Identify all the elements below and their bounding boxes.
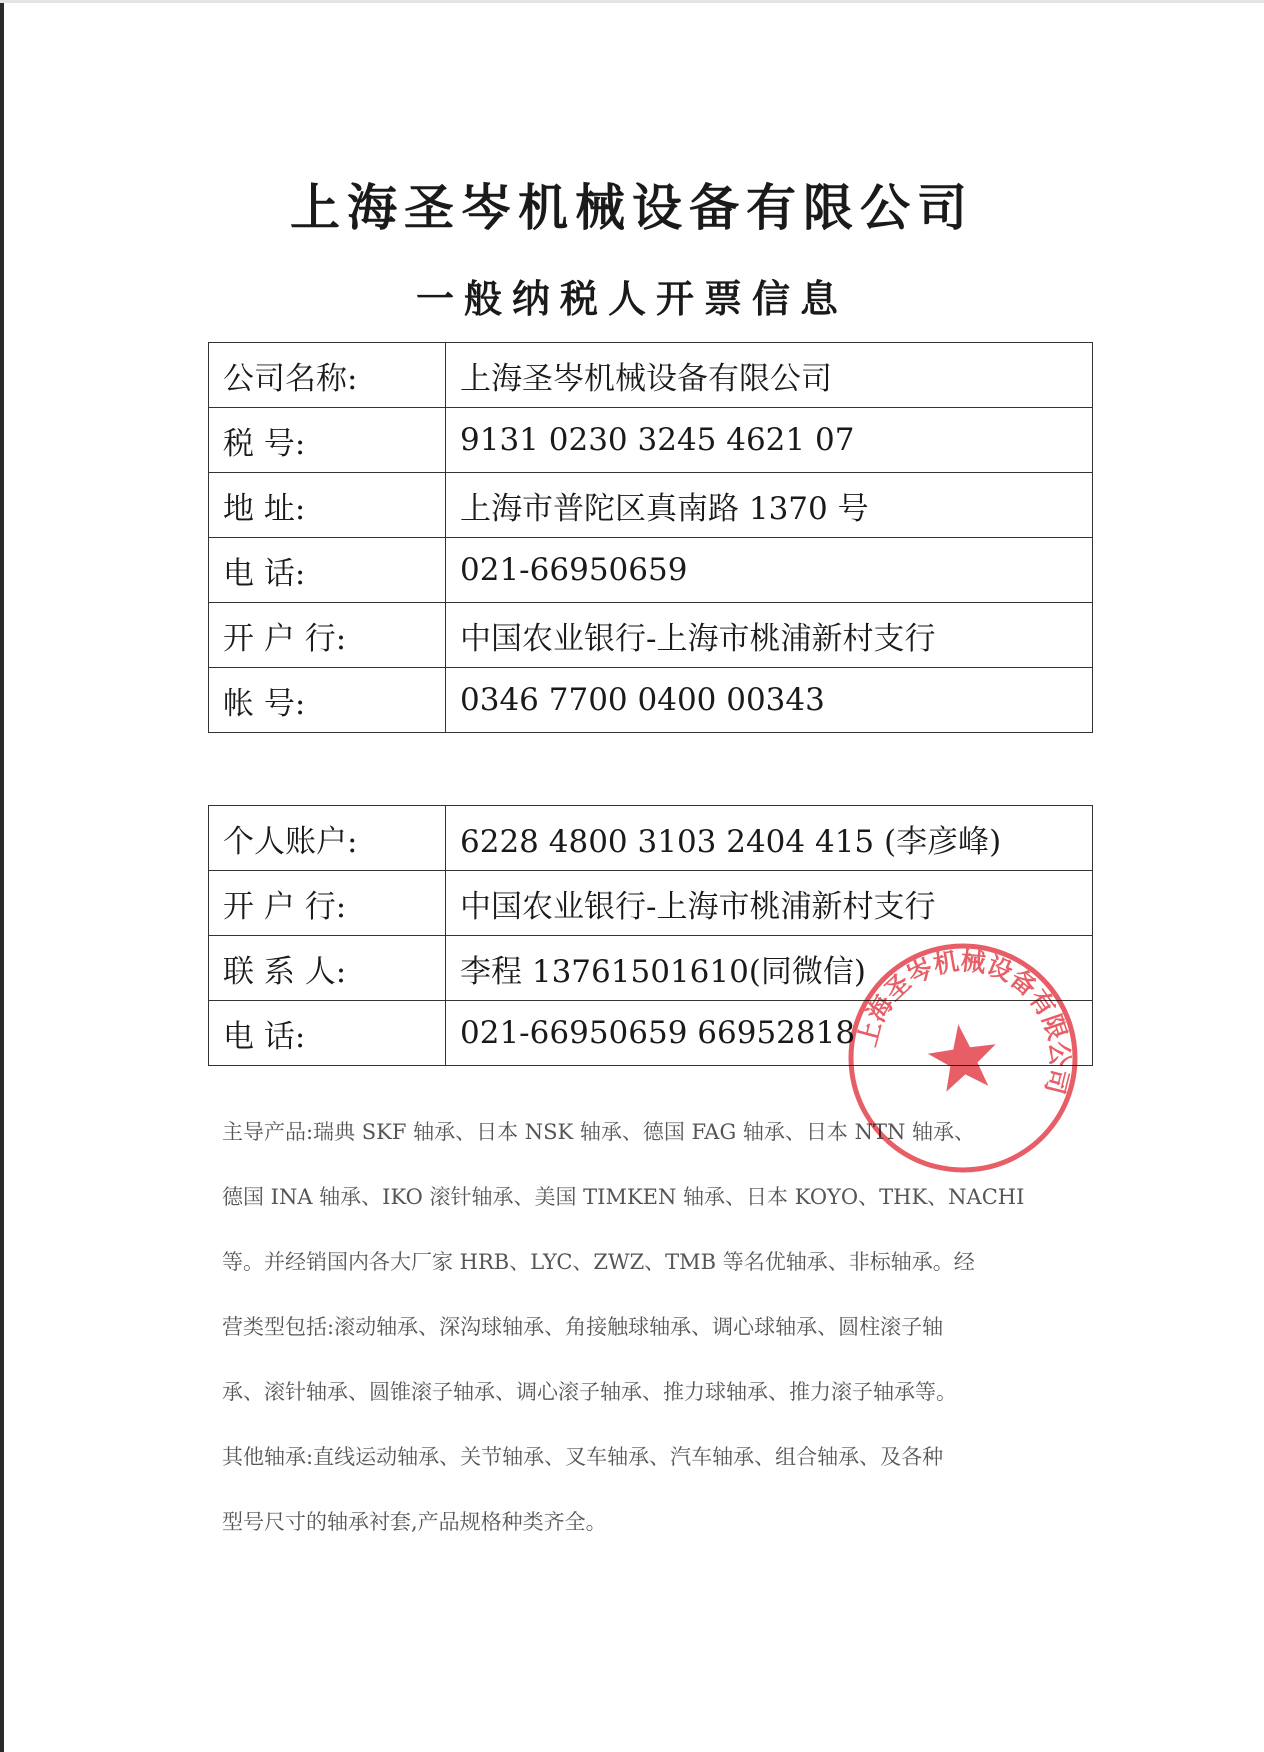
table-row bbox=[209, 343, 1093, 408]
field-label: 帐 号: bbox=[209, 668, 446, 733]
field-label: 联 系 人: bbox=[209, 936, 446, 1001]
tax-number-value: 9131 0230 3245 4621 07 bbox=[446, 408, 1093, 473]
table-row bbox=[209, 538, 1093, 603]
personal-bank-value: 中国农业银行-上海市桃浦新村支行 bbox=[446, 871, 1093, 936]
description-line: 其他轴承:直线运动轴承、关节轴承、叉车轴承、汽车轴承、组合轴承、及各种 bbox=[222, 1445, 944, 1469]
field-label: 税 号: bbox=[209, 408, 446, 473]
description-line: 德国 INA 轴承、IKO 滚针轴承、美国 TIMKEN 轴承、日本 KOYO、THK、NACHI bbox=[222, 1185, 1025, 1209]
phone-value: 021-66950659 bbox=[446, 538, 1093, 603]
contact-phone-value: 021-66950659 66952818 bbox=[446, 1001, 1093, 1066]
company-info-table bbox=[208, 342, 1093, 733]
description-line: 承、滚针轴承、圆锥滚子轴承、调心滚子轴承、推力球轴承、推力滚子轴承等。 bbox=[222, 1380, 957, 1404]
description-line: 营类型包括:滚动轴承、深沟球轴承、角接触球轴承、调心球轴承、圆柱滚子轴 bbox=[222, 1315, 944, 1339]
address-value: 上海市普陀区真南路 1370 号 bbox=[446, 473, 1093, 538]
table-row bbox=[209, 668, 1093, 733]
field-label: 地 址: bbox=[209, 473, 446, 538]
page-subtitle: 一般纳税人开票信息 bbox=[415, 277, 848, 321]
seal-text-path: 上海圣岑机械设备有限公司 bbox=[852, 946, 1075, 1097]
table-row bbox=[209, 473, 1093, 538]
company-seal-stamp bbox=[827, 922, 1098, 1193]
company-name-value: 上海圣岑机械设备有限公司 bbox=[446, 343, 1093, 408]
scan-left-edge bbox=[0, 0, 4, 1752]
field-label: 电 话: bbox=[209, 1001, 446, 1066]
seal-star-icon bbox=[924, 1020, 1001, 1094]
field-label: 开 户 行: bbox=[209, 871, 446, 936]
field-label: 公司名称: bbox=[209, 343, 446, 408]
description-line: 等。并经销国内各大厂家 HRB、LYC、ZWZ、TMB 等名优轴承、非标轴承。经 bbox=[222, 1250, 975, 1274]
table-row bbox=[209, 603, 1093, 668]
page-title: 上海圣岑机械设备有限公司 bbox=[290, 179, 974, 237]
table-row bbox=[209, 871, 1093, 936]
field-label: 电 话: bbox=[209, 538, 446, 603]
seal-text bbox=[841, 932, 1081, 1125]
account-number-value: 0346 7700 0400 00343 bbox=[446, 668, 1093, 733]
scan-top-edge bbox=[0, 0, 1264, 3]
description-line: 型号尺寸的轴承衬套,产品规格种类齐全。 bbox=[222, 1510, 607, 1534]
description-line: 主导产品:瑞典 SKF 轴承、日本 NSK 轴承、德国 FAG 轴承、日本 NTN 轴承、 bbox=[222, 1120, 976, 1144]
contact-value: 李程 13761501610(同微信) bbox=[446, 936, 1093, 1001]
table-row bbox=[209, 806, 1093, 871]
table-row bbox=[209, 408, 1093, 473]
field-label: 开 户 行: bbox=[209, 603, 446, 668]
bank-value: 中国农业银行-上海市桃浦新村支行 bbox=[446, 603, 1093, 668]
personal-account-value: 6228 4800 3103 2404 415 (李彦峰) bbox=[446, 806, 1093, 871]
field-label: 个人账户: bbox=[209, 806, 446, 871]
